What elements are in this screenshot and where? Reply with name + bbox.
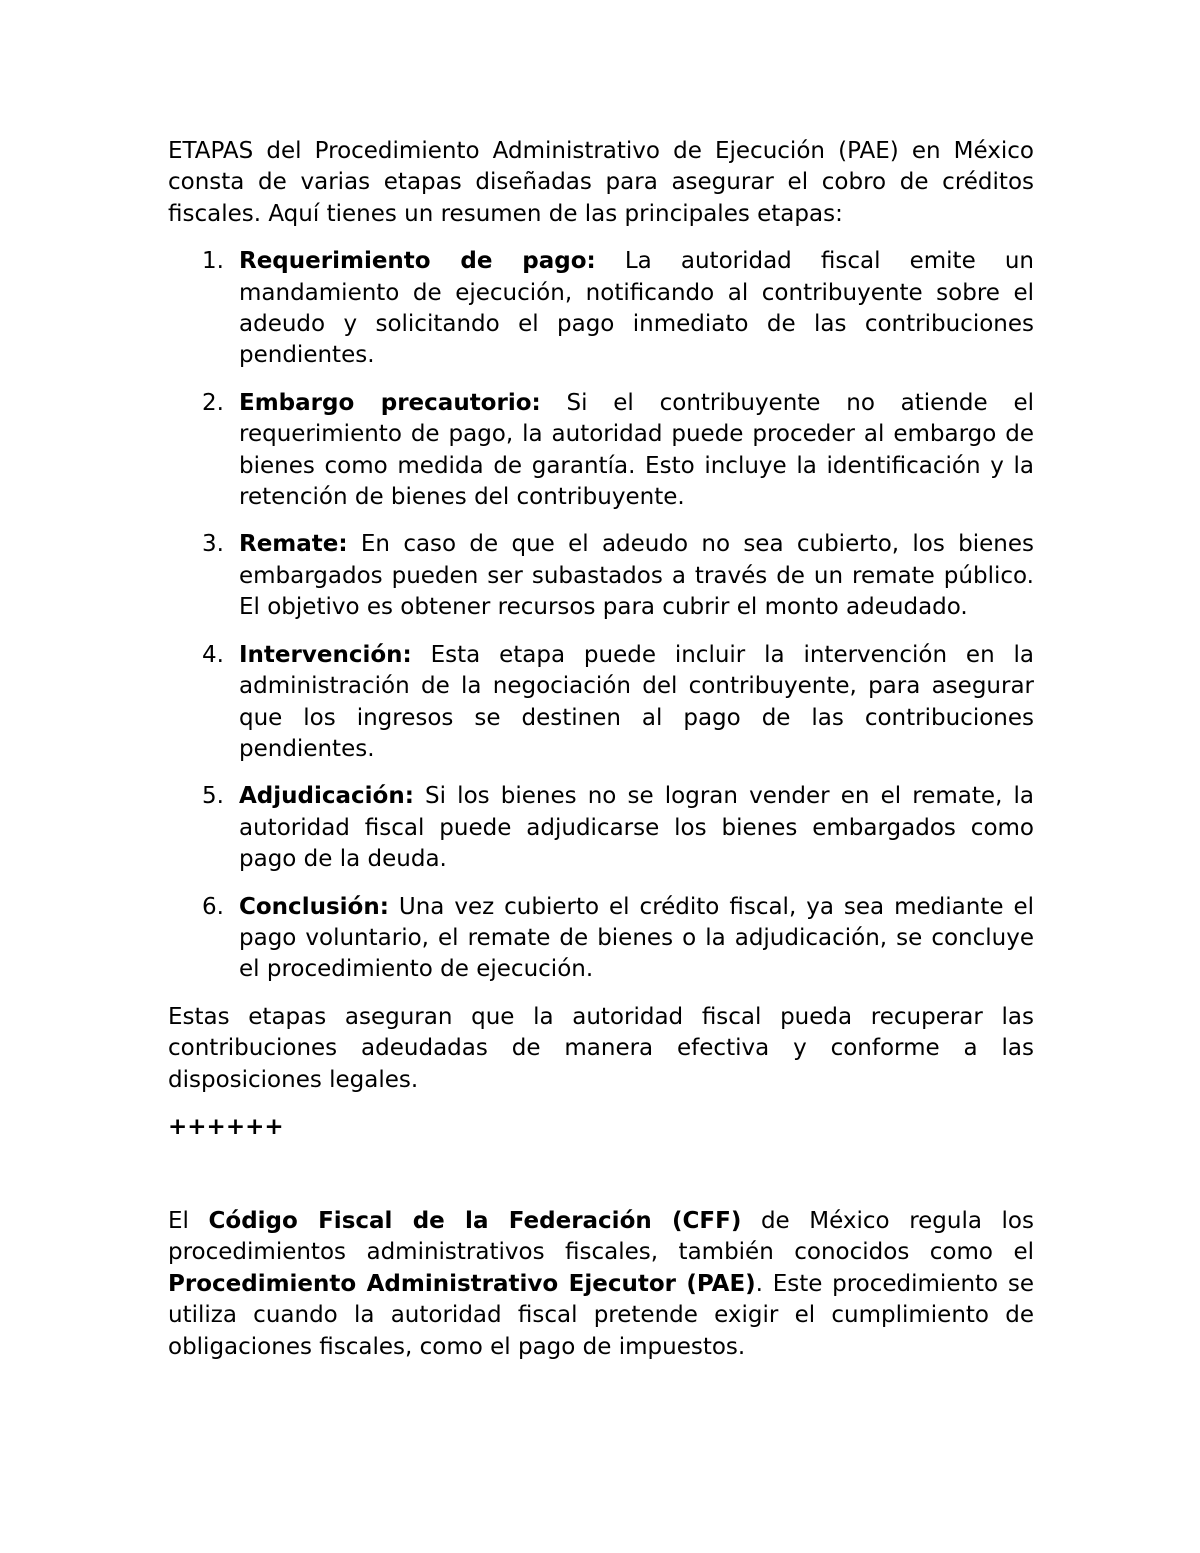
list-item-stage-1 bbox=[168, 246, 1034, 372]
stage-title: Intervención: bbox=[239, 641, 412, 668]
list-item-stage-3 bbox=[168, 529, 1034, 623]
list-number: 5. bbox=[202, 783, 224, 810]
cff-paragraph bbox=[168, 1206, 1034, 1363]
stage-description: Una vez cubierto el crédito fiscal, ya sea mediante el pago voluntario, el remate de bienes o la adjudicación, se concluye el procedimiento de ejecución. bbox=[239, 893, 1034, 983]
list-item-stage-4 bbox=[168, 640, 1034, 766]
cff-text-part2: de México regula los procedimientos administrativos fiscales, también conocidos como el bbox=[168, 1207, 1034, 1266]
list-number: 2. bbox=[202, 389, 224, 416]
stage-description: Si el contribuyente no atiende el requerimiento de pago, la autoridad puede proceder al embargo de bienes como medida de garantía. Esto incluye la identificación y la retención de bienes del contribuyente. bbox=[239, 389, 1034, 511]
closing-paragraph: Estas etapas aseguran que la autoridad fiscal pueda recuperar las contribuciones adeudadas de manera efectiva y conforme a las disposiciones legales. bbox=[168, 1003, 1034, 1093]
cff-text-part1: El bbox=[168, 1207, 209, 1234]
list-number: 1. bbox=[202, 248, 224, 275]
list-number: 4. bbox=[202, 641, 224, 668]
stage-description: La autoridad fiscal emite un mandamiento de ejecución, notificando al contribuyente sobre el adeudo y solicitando el pago inmediato de las contribuciones pendientes. bbox=[239, 248, 1034, 369]
cff-text-part3: . Este procedimiento se utiliza cuando la autoridad fiscal pretende exigir el cumplimiento de obligaciones fiscales, como el pago de impuestos. bbox=[168, 1270, 1034, 1360]
list-number: 6. bbox=[202, 893, 224, 920]
list-item-stage-5 bbox=[168, 781, 1034, 875]
stage-description: Esta etapa puede incluir la intervención en la administración de la negociación del contribuyente, para asegurar que los ingresos se destinen al pago de las contribuciones pendientes. bbox=[239, 641, 1034, 762]
stage-title: Conclusión: bbox=[239, 893, 389, 920]
separator-text: ++++++ bbox=[168, 1113, 284, 1140]
stages-list bbox=[168, 246, 1034, 986]
cff-bold-procedure-name: Procedimiento Administrativo Ejecutor (PAE) bbox=[168, 1270, 756, 1297]
stage-description: Si los bienes no se logran vender en el remate, la autoridad fiscal puede adjudicarse los bienes embargados como pago de la deuda. bbox=[239, 783, 1034, 873]
stage-title: Requerimiento de pago: bbox=[239, 248, 596, 275]
list-number: 3. bbox=[202, 531, 224, 558]
document-page bbox=[168, 136, 1034, 1363]
cff-bold-code-name: Código Fiscal de la Federación (CFF) bbox=[208, 1207, 742, 1234]
list-item-stage-2 bbox=[168, 388, 1034, 514]
list-item-stage-6 bbox=[168, 892, 1034, 986]
stage-title: Embargo precautorio: bbox=[239, 389, 541, 416]
intro-paragraph: ETAPAS del Procedimiento Administrativo de Ejecución (PAE) en México consta de varias etapas diseñadas para asegurar el cobro de créditos fiscales. Aquí tienes un resumen de las principales etapas: bbox=[168, 138, 1034, 227]
stage-description: En caso de que el adeudo no sea cubierto, los bienes embargados pueden ser subastados a través de un remate público. El objetivo es obtener recursos para cubrir el monto adeudado. bbox=[239, 531, 1034, 621]
stage-title: Adjudicación: bbox=[239, 783, 414, 810]
stage-title: Remate: bbox=[239, 531, 348, 558]
